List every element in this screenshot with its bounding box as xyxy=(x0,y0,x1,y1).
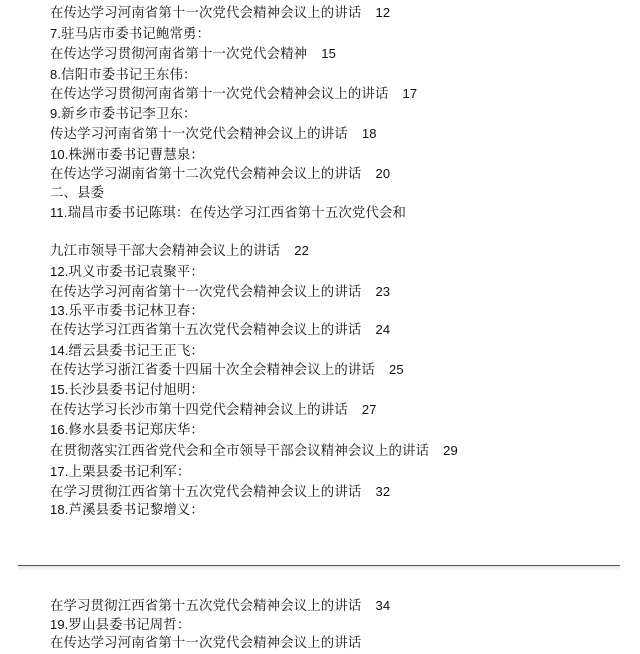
entry-number: 12. xyxy=(50,264,69,279)
entry-text: 传达学习河南省第十一次党代会精神会议上的讲话 xyxy=(50,127,348,142)
entry-text: 在传达学习江西省第十五次党代会精神会议上的讲话 xyxy=(50,323,362,338)
toc-entry-title xyxy=(50,320,390,340)
entry-number: 17. xyxy=(50,464,69,479)
entry-text: 芦溪县委书记黎增义： xyxy=(68,503,204,518)
page-number: 27 xyxy=(361,402,377,417)
page-number: 17 xyxy=(402,86,418,101)
toc-entry-title xyxy=(50,84,417,104)
entry-text: 长沙县委书记付旭明： xyxy=(68,383,204,398)
page-number: 29 xyxy=(443,443,458,458)
page-number: 20 xyxy=(375,166,391,181)
entry-text: 罗山县委书记周哲： xyxy=(68,618,191,633)
entry-text: 在传达学习浙江省委十四届十次全会精神会议上的讲话 xyxy=(50,363,375,378)
entry-number: 8. xyxy=(50,67,62,82)
toc-entry-heading xyxy=(50,615,190,635)
entry-text: 驻马店市委书记鲍常勇： xyxy=(61,27,211,42)
toc-entry-heading xyxy=(50,500,204,520)
entry-number: 9. xyxy=(50,106,62,121)
toc-entry-title xyxy=(50,3,390,23)
toc-entry-title xyxy=(50,596,390,616)
toc-entry-heading xyxy=(50,145,204,165)
entry-number: 10. xyxy=(50,147,69,162)
entry-text: 二、县委 xyxy=(50,186,105,201)
toc-entry-heading xyxy=(50,380,204,400)
toc-entry-title xyxy=(50,634,361,654)
page-gap xyxy=(18,566,620,571)
entry-text: 在传达学习贯彻河南省第十一次党代会精神 xyxy=(50,47,308,62)
entry-text: 信阳市委书记王东伟： xyxy=(61,68,197,83)
entry-number: 19. xyxy=(50,617,69,632)
entry-text: 上栗县委书记利军： xyxy=(68,465,191,480)
page-number: 15 xyxy=(321,46,337,61)
toc-entry-heading xyxy=(50,462,190,482)
toc-entry-heading xyxy=(50,104,197,124)
toc-entry-title xyxy=(50,184,104,204)
toc-entry-heading xyxy=(50,262,204,282)
entry-number: 11. xyxy=(50,205,68,220)
entry-text: 九江市领导干部大会精神会议上的讲话 xyxy=(50,244,281,259)
toc-entry-title xyxy=(50,400,377,420)
toc-entry-heading xyxy=(50,203,406,223)
toc-entry-heading xyxy=(50,420,204,440)
entry-number: 18. xyxy=(50,502,69,517)
entry-text: 在传达学习河南省第十一次党代会精神会议上的讲话 xyxy=(50,6,362,21)
entry-text: 修水县委书记郑庆华： xyxy=(68,423,204,438)
entry-number: 14. xyxy=(50,343,69,358)
page-number: 23 xyxy=(375,284,391,299)
entry-text: 在传达学习河南省第十一次党代会精神会议上的讲话 xyxy=(50,636,362,651)
page-number: 18 xyxy=(361,126,377,141)
entry-text: 在传达学习湖南省第十二次党代会精神会议上的讲话 xyxy=(50,167,362,182)
page-number: 12 xyxy=(375,5,391,20)
entry-number: 13. xyxy=(50,303,69,318)
entry-text: 缙云县委书记王正飞： xyxy=(68,344,204,359)
entry-text: 在传达学习长沙市第十四党代会精神会议上的讲话 xyxy=(50,403,348,418)
entry-text: 在学习贯彻江西省第十五次党代会精神会议上的讲话 xyxy=(50,485,362,500)
toc-entry-heading xyxy=(50,24,210,44)
entry-text: 乐平市委书记林卫春： xyxy=(68,304,204,319)
entry-text: 新乡市委书记李卫东： xyxy=(61,107,197,122)
toc-entry-title xyxy=(50,282,390,302)
entry-text: 巩义市委书记袁聚平： xyxy=(68,265,204,280)
entry-text: 株洲市委书记曹慧泉： xyxy=(68,148,204,163)
entry-number: 16. xyxy=(50,422,69,437)
page-number: 24 xyxy=(375,322,391,337)
page-number: 25 xyxy=(388,362,404,377)
toc-entry-title xyxy=(50,124,377,144)
toc-entry-heading xyxy=(50,341,204,361)
page-number: 34 xyxy=(375,598,391,613)
toc-entry-heading xyxy=(50,65,197,85)
toc-entry-title xyxy=(50,241,309,261)
entry-number: 7. xyxy=(50,26,62,41)
entry-text: 在传达学习贯彻河南省第十一次党代会精神会议上的讲话 xyxy=(50,87,389,102)
page-number: 32 xyxy=(375,484,391,499)
entry-text: 在传达学习河南省第十一次党代会精神会议上的讲话 xyxy=(50,285,362,300)
toc-entry-heading xyxy=(50,301,204,321)
entry-text: 在学习贯彻江西省第十五次党代会精神会议上的讲话 xyxy=(50,599,362,614)
toc-entry-title xyxy=(50,482,390,502)
toc-entry-title xyxy=(50,360,404,380)
toc-entry-title xyxy=(50,44,336,64)
entry-text: 瑞昌市委书记陈琪：在传达学习江西省第十五次党代会和 xyxy=(67,206,407,221)
toc-entry-title xyxy=(50,164,390,184)
toc-entry-title xyxy=(50,441,458,461)
entry-number: 15. xyxy=(50,382,69,397)
page-number: 22 xyxy=(294,243,309,258)
entry-text: 在贯彻落实江西省党代会和全市领导干部会议精神会议上的讲话 xyxy=(50,444,430,459)
